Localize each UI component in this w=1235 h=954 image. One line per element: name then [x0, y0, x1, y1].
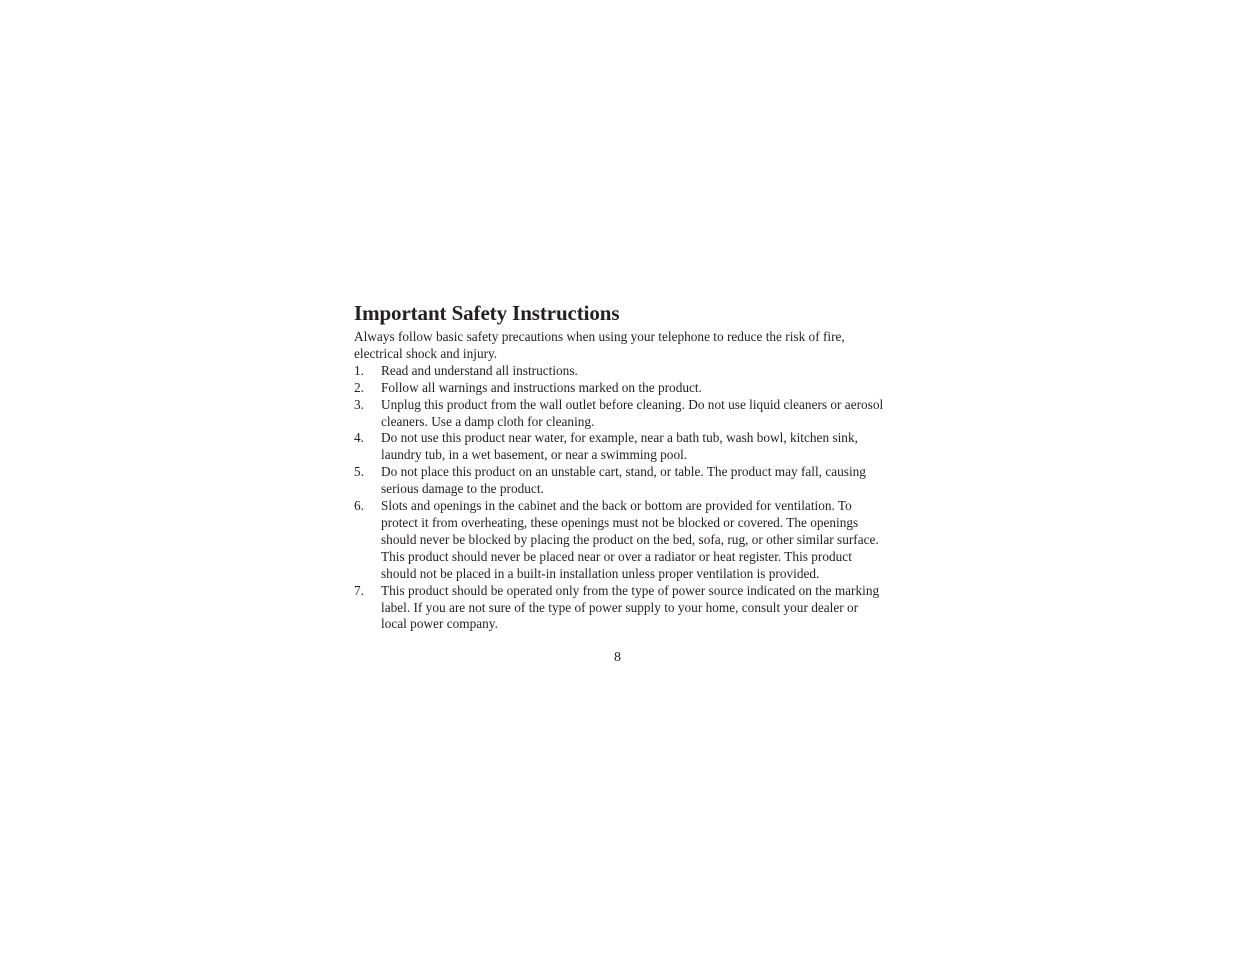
- list-item: [354, 583, 884, 634]
- list-item-number: 1.: [354, 362, 364, 378]
- list-item: [354, 498, 884, 583]
- list-item-number: 3.: [354, 396, 364, 412]
- list-item-number: 5.: [354, 464, 364, 480]
- list-item-text: Read and understand all instructions.: [381, 362, 578, 378]
- intro-paragraph: Always follow basic safety precautions when using your telephone to reduce the risk of fire, electrical shock and injury.: [354, 329, 845, 361]
- list-item-text: Follow all warnings and instructions marked on the product.: [381, 379, 702, 395]
- list-item-number: 6.: [354, 498, 364, 514]
- instruction-list: [354, 363, 884, 634]
- list-item-number: 7.: [354, 582, 364, 598]
- list-item: [354, 397, 884, 431]
- list-item-text: This product should be operated only from the type of power source indicated on the marking label. If you are not sure of the type of power supply to your home, consult your dealer or local power company.: [381, 582, 880, 632]
- page-title: Important Safety Instructions: [354, 301, 620, 325]
- list-item-number: 4.: [354, 430, 364, 446]
- page-number: 8: [614, 650, 621, 665]
- list-item-text: Slots and openings in the cabinet and the back or bottom are provided for ventilation. To protect it from overheating, these openings must not be blocked or covered. The openings should never be blocked by placing the product on the bed, sofa, rug, or other similar surface. This product should never be placed near or over a radiator or heat register. This product should not be placed in a built-in installation unless proper ventilation is provided.: [381, 498, 879, 581]
- list-item-number: 2.: [354, 379, 364, 395]
- list-item-text: Unplug this product from the wall outlet before cleaning. Do not use liquid cleaners or aerosol cleaners. Use a damp cloth for cleaning.: [381, 396, 884, 429]
- list-item: [354, 430, 884, 464]
- list-item: [354, 380, 884, 397]
- list-item: [354, 363, 884, 380]
- list-item-text: Do not use this product near water, for example, near a bath tub, wash bowl, kitchen sink, laundry tub, in a wet basement, or near a swimming pool.: [381, 430, 858, 463]
- safety-instructions-section: [354, 300, 884, 633]
- list-item-text: Do not place this product on an unstable cart, stand, or table. The product may fall, causing serious damage to the product.: [381, 464, 866, 497]
- list-item: [354, 464, 884, 498]
